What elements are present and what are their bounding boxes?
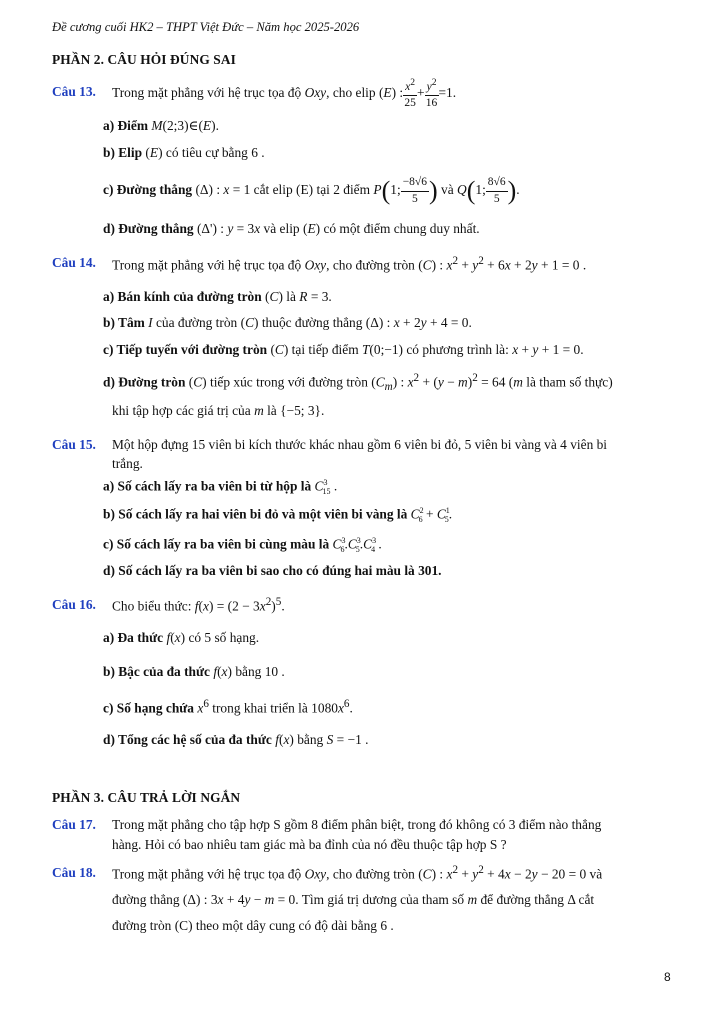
- q16-b: b) Bậc của đa thức f(x) bằng 10 .: [103, 664, 285, 679]
- q15-c-text: c) Số cách lấy ra ba viên bi cùng màu là: [103, 536, 330, 552]
- q15-label: Câu 15.: [52, 437, 96, 452]
- q14-b-post: thuộc đường thẳng: [261, 315, 363, 330]
- q16-b-post: bằng 10 .: [235, 664, 285, 679]
- q13-stem-text-b: , cho elip: [326, 85, 376, 100]
- q16-stem-text: Cho biểu thức:: [112, 598, 192, 614]
- q14-d-param: là tham số thực): [526, 374, 613, 390]
- q13-c-pre: c) Đường thẳng: [103, 182, 193, 198]
- q15-b: b) Số cách lấy ra hai viên bi đỏ và một viên bi vàng là $C^2_6 + C^1_5$.: [103, 506, 453, 525]
- part2-title: PHẦN 2. CÂU HỎI ĐÚNG SAI: [52, 52, 236, 67]
- q16-b-pre: b) Bậc của đa thức: [103, 664, 210, 679]
- q13-d-pre: d) Đường thẳng: [103, 221, 194, 236]
- q14-c-mid: tại tiếp điểm: [291, 342, 359, 357]
- q18-line2-b: . Tìm giá trị dương của tham số: [295, 892, 465, 907]
- q13-c-mid: cắt elip (E) tại 2 điểm: [253, 182, 371, 198]
- q16-c-pre: c) Số hạng chứa: [103, 700, 194, 716]
- q14-b-pre: b) Tâm: [103, 315, 145, 330]
- q14-c: c) Tiếp tuyến với đường tròn (C) tại tiếp điểm T(0;−1) có phương trình là: x + y + 1 = 0.: [103, 342, 584, 357]
- q18-line1-c: và: [589, 866, 603, 882]
- q15-d: [103, 563, 442, 579]
- q13-d: d) Đường thẳng (Δ') : y = 3x và elip (E) có một điểm chung duy nhất.: [103, 221, 480, 236]
- page-number: 8: [664, 970, 671, 984]
- q14-a: a) Bán kính của đường tròn (C) là R = 3.: [103, 289, 332, 304]
- q17-label: Câu 17.: [52, 817, 96, 832]
- q13-a: a) Điểm M(2;3)∈(E).: [103, 118, 219, 133]
- q16-d-pre: d) Tổng các hệ số của đa thức: [103, 732, 272, 747]
- q14-label: Câu 14.: [52, 255, 96, 270]
- q15-stem-line1: Một hộp đựng 15 viên bi kích thước khác nhau gồm 6 viên bi đỏ, 5 viên bi vàng và 4 viên bi: [112, 437, 608, 452]
- q16-stem: Cho biểu thức: $f(x) = (2 - 3x^2)^5$.: [112, 596, 285, 614]
- q18-line3: đường tròn (C) theo một dây cung có độ dài bằng 6 .: [112, 918, 394, 933]
- q13-stem-text-a: Trong mặt phẳng với hệ trục tọa độ: [112, 85, 302, 100]
- q14-c-pre: c) Tiếp tuyến với đường tròn: [103, 342, 268, 357]
- q18-line1: Trong mặt phẳng với hệ trục tọa độ Oxy, cho đường tròn (C) : $x^2 + y^2 + 4x - 2y - 20 = 0$ và: [112, 864, 603, 882]
- q13-label: Câu 13.: [52, 84, 96, 99]
- q16-label: Câu 16.: [52, 597, 96, 612]
- q13-d-post: và elip: [263, 221, 300, 236]
- q17-line1: Trong mặt phẳng cho tập hợp S gồm 8 điểm phân biệt, trong đó không có 3 điểm nào thẳng: [112, 817, 602, 832]
- q14-a-post: là: [286, 289, 296, 304]
- q14-b-mid: của đường tròn: [155, 315, 238, 330]
- q14-stem-b: , cho đường tròn: [326, 257, 415, 273]
- q14-b: b) Tâm I của đường tròn (C) thuộc đường thẳng (Δ) : x + 2y + 4 = 0.: [103, 315, 472, 330]
- q16-c: c) Số hạng chứa $x^6$ trong khai triển là $1080x^6$.: [103, 698, 353, 716]
- q18-line1-b: , cho đường tròn: [326, 866, 415, 882]
- q17-line2: hàng. Hỏi có bao nhiêu tam giác mà ba đỉnh của nó đều thuộc tập hợp S ?: [112, 837, 507, 852]
- q14-c-post: có phương trình là:: [406, 342, 509, 357]
- q13-a-text: a) Điểm: [103, 118, 148, 133]
- q13-d-end: có một điểm chung duy nhất.: [323, 221, 480, 236]
- q13-b-pre: b) Elip: [103, 145, 143, 160]
- q16-a-post: có 5 số hạng.: [188, 630, 260, 645]
- q16-a: a) Đa thức f(x) có 5 số hạng.: [103, 630, 260, 645]
- q13-b: b) Elip (E) có tiêu cự bằng 6 .: [103, 145, 265, 160]
- document-header: Đề cương cuối HK2 – THPT Việt Đức – Năm học 2025-2026: [52, 20, 360, 34]
- q13-b-post: có tiêu cự bằng 6 .: [165, 145, 265, 160]
- q15-stem-line2: trắng.: [112, 456, 143, 471]
- q15-a: a) Số cách lấy ra ba viên bi từ hộp là $C^3_{15}$ .: [103, 478, 338, 497]
- q14-a-pre: a) Bán kính của đường tròn: [103, 289, 262, 304]
- q16-d: d) Tổng các hệ số của đa thức f(x) bằng S = −1 .: [103, 732, 369, 747]
- q14-d-mid: tiếp xúc trong với đường tròn: [209, 374, 368, 390]
- part3-title: PHẦN 3. CÂU TRẢ LỜI NGẮN: [52, 790, 241, 805]
- q15-d-text: d) Số cách lấy ra ba viên bi sao cho có đúng hai màu là 301.: [103, 563, 442, 578]
- q13-c: c) Đường thẳng (Δ) : x = 1 cắt elip (E) tại 2 điểm P(1; $\frac{-8√6}{5}$ ) và Q(1; $\frac{8√6}{5}$ ).: [103, 176, 520, 205]
- q14-d-pre: d) Đường tròn: [103, 374, 186, 390]
- q18-line1-a: Trong mặt phẳng với hệ trục tọa độ: [112, 866, 302, 882]
- q18-line2-c: để đường thẳng Δ cắt: [480, 892, 595, 907]
- q14-stem: Trong mặt phẳng với hệ trục tọa độ Oxy, cho đường tròn (C) : $x^2 + y^2 + 6x + 2y + 1 = 0$ .: [112, 255, 587, 273]
- q14-d: d) Đường tròn (C) tiếp xúc trong với đường tròn $(C_m)$ : $x^2 + (y - m)^2 = 64$ (m là tham số thực): [103, 372, 613, 394]
- q13-c-and: và: [441, 182, 454, 198]
- q15-c: c) Số cách lấy ra ba viên bi cùng màu là $C^3_6.C^3_5.C^3_4$ .: [103, 536, 382, 555]
- q13-stem: Trong mặt phẳng với hệ trục tọa độ Oxy, cho elip (E) : $\frac{x^2}{25}$ + $\frac{y^2}{16}$ =1.: [112, 77, 457, 110]
- q14-d-line2-text: khi tập hợp các giá trị của: [112, 403, 251, 418]
- q18-line2: đường thẳng (Δ) : 3x + 4y − m = 0. Tìm giá trị dương của tham số m để đường thẳng Δ cắt: [112, 892, 595, 907]
- q16-d-post: bằng: [297, 732, 324, 747]
- q18-label: Câu 18.: [52, 865, 96, 880]
- q15-a-text: a) Số cách lấy ra ba viên bi từ hộp là: [103, 478, 312, 494]
- q14-d-line2: khi tập hợp các giá trị của m là {−5; 3}.: [112, 403, 325, 418]
- q18-line2-a: đường thẳng: [112, 892, 180, 907]
- q14-stem-a: Trong mặt phẳng với hệ trục tọa độ: [112, 257, 302, 273]
- q15-b-text: b) Số cách lấy ra hai viên bi đỏ và một viên bi vàng là: [103, 506, 408, 522]
- q16-c-post: trong khai triển là: [212, 700, 308, 716]
- q16-a-pre: a) Đa thức: [103, 630, 164, 645]
